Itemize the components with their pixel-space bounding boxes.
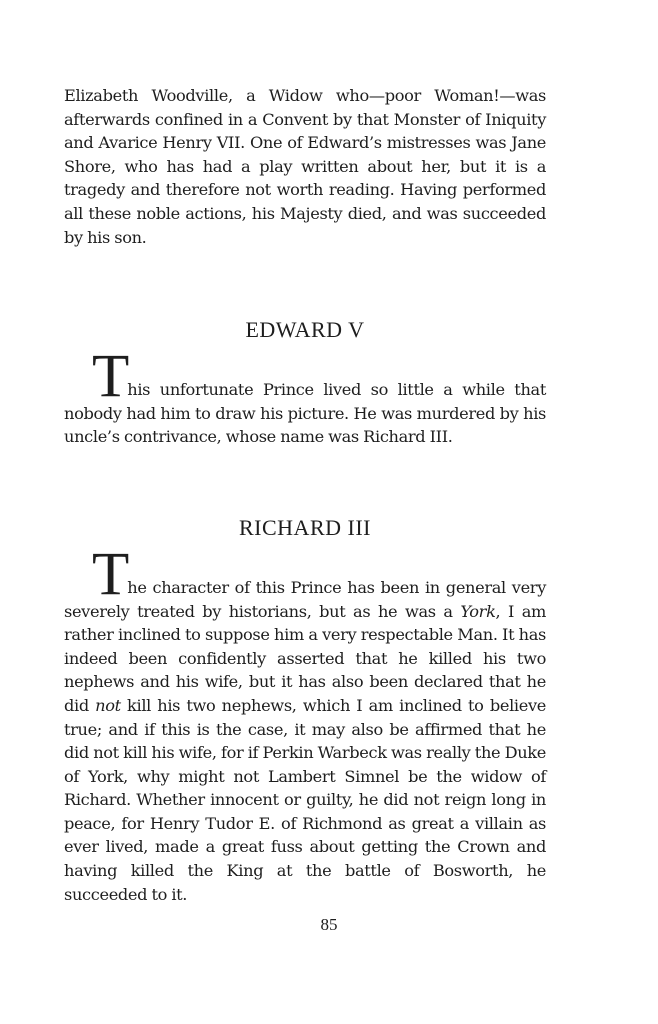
page-content (64, 84, 546, 906)
drop-cap: T (92, 540, 130, 608)
emphasis-york: York (460, 601, 496, 621)
page-number: 85 (320, 915, 338, 934)
richard-iii-text-part-2: , I am rather inclined to suppose him a very respectable Man. It has indeed been confidently asserted that he killed his two nephews and his wife, but it has also been declared that he did (64, 601, 547, 715)
heading-edward-v: EDWARD V (245, 317, 365, 343)
edward-v-paragraph (64, 343, 546, 449)
drop-cap: T (92, 343, 130, 411)
richard-iii-paragraph (64, 540, 547, 906)
section-richard-iii (64, 515, 546, 906)
heading-richard-iii: RICHARD III (239, 514, 371, 540)
edward-v-text: his unfortunate Prince lived so little a while that nobody had him to draw his picture. He was murdered by his uncle’s contrivance, whose name was Richard III. (64, 380, 546, 447)
section-edward-v (64, 317, 546, 449)
emphasis-not: not (95, 695, 121, 715)
intro-paragraph: Elizabeth Woodville, a Widow who—poor Woman!—was afterwards confined in a Convent by that Monster of Iniquity and Avarice Henry VII. One of Edward’s mistresses was Jane Shore, who has had a play written about her, but it is a tragedy and therefore not worth reading. Having performed all these noble actions, his Majesty died, and was succeeded by his son. (64, 86, 546, 247)
richard-iii-text-part-3: kill his two nephews, which I am inclined to believe true; and if this is the case, it may also be affirmed that he did not kill his wife, for if Perkin Warbeck was really the Duke of York, why might not Lambert Simnel be the widow of Richard. Whether innocent or guilty, he did not reign long in peace, for Henry Tudor E. of Richmond as great a villain as ever lived, made a great fuss about getting the Crown and having killed the King at the battle of Bosworth, he succeeded to it. (64, 695, 546, 904)
richard-iii-text-part-1: he character of this Prince has been in general very severely treated by historians, but as he was a (64, 577, 546, 621)
